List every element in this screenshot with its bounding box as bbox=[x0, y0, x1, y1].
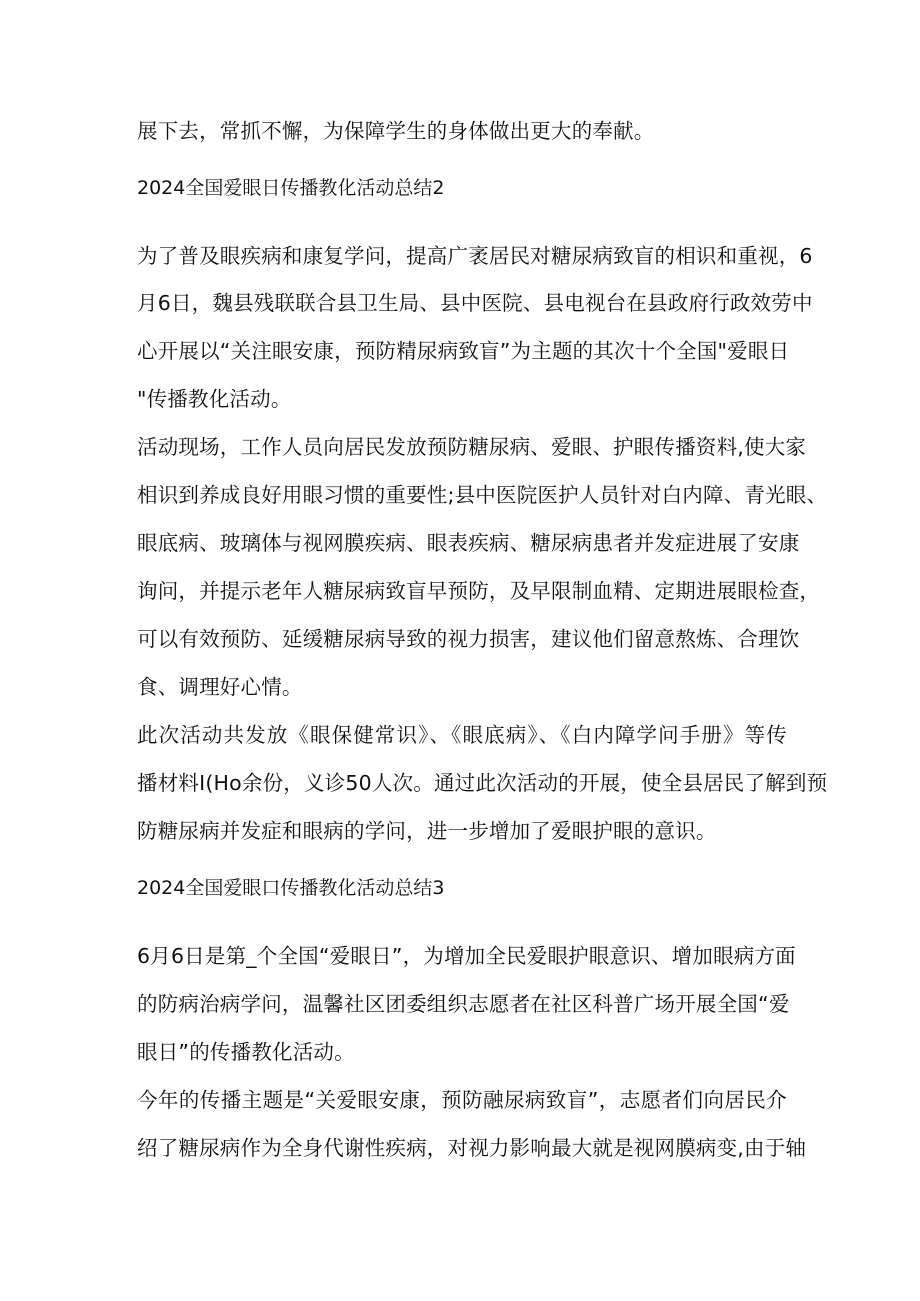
section-heading: 2024全国爱眼口传播教化活动总结3 bbox=[137, 877, 445, 899]
paragraph-line: 今年的传播主题是“关爱眼安康，预防融尿病致盲”，志愿者们向居民介 bbox=[137, 1088, 787, 1112]
paragraph-line: 相识到养成良好用眼习惯的重要性;县中医院医护人员针对白内障、青光眼、 bbox=[137, 483, 828, 507]
paragraph-line: 绍了糖尿病作为全身代谢性疾病，对视力影响最大就是视网膜病变,由于轴 bbox=[137, 1136, 807, 1160]
paragraph-line: 此次活动共发放《眼保健常识》、《眼底病》、《白内障学问手册》等传 bbox=[137, 723, 787, 747]
paragraph-line: 展下去，常抓不懈，为保障学生的身体做出更大的奉献。 bbox=[137, 119, 655, 143]
paragraph-line: 防糖尿病并发症和眼病的学问，进一步增加了爱眼护眼的意识。 bbox=[137, 819, 717, 843]
paragraph-line: 心开展以“关注眼安康，预防精尿病致盲”为主题的其次十个全国"爱眼日 bbox=[137, 339, 790, 363]
paragraph-line: "传播教化活动。 bbox=[137, 387, 292, 411]
paragraph-line: 询问，并提示老年人糖尿病致盲早预防，及早限制血精、定期进展眼检查， bbox=[137, 579, 821, 603]
paragraph-line: 的防病治病学问，温馨社区团委组织志愿者在社区科普广场开展全国“爱 bbox=[137, 992, 790, 1016]
paragraph-line: 6月6日是第_个全国“爱眼日”，为增加全民爱眼护眼意识、增加眼病方面 bbox=[137, 944, 796, 968]
paragraph-line: 播材料I(Ho余份，义诊50人次。通过此次活动的开展，使全县居民了解到预 bbox=[137, 771, 828, 795]
paragraph-line: 为了普及眼疾病和康复学问，提高广袤居民对糖尿病致盲的相识和重视，6 bbox=[137, 244, 813, 268]
section-heading: 2024全国爱眼日传播教化活动总结2 bbox=[137, 177, 445, 199]
paragraph-line: 眼日”的传播教化活动。 bbox=[137, 1040, 355, 1064]
paragraph-line: 活动现场，工作人员向居民发放预防糖尿病、爱眼、护眼传播资料,使大家 bbox=[137, 435, 807, 459]
paragraph-line: 月6日，魏县残联联合县卫生局、县中医院、县电视台在县政府行政效劳中 bbox=[137, 291, 813, 315]
paragraph-line: 眼底病、玻璃体与视网膜疾病、眼表疾病、糖尿病患者并发症进展了安康 bbox=[137, 531, 800, 555]
paragraph-line: 食、调理好心情。 bbox=[137, 675, 303, 699]
paragraph-line: 可以有效预防、延缓糖尿病导致的视力损害，建议他们留意熬炼、合理饮 bbox=[137, 627, 800, 651]
